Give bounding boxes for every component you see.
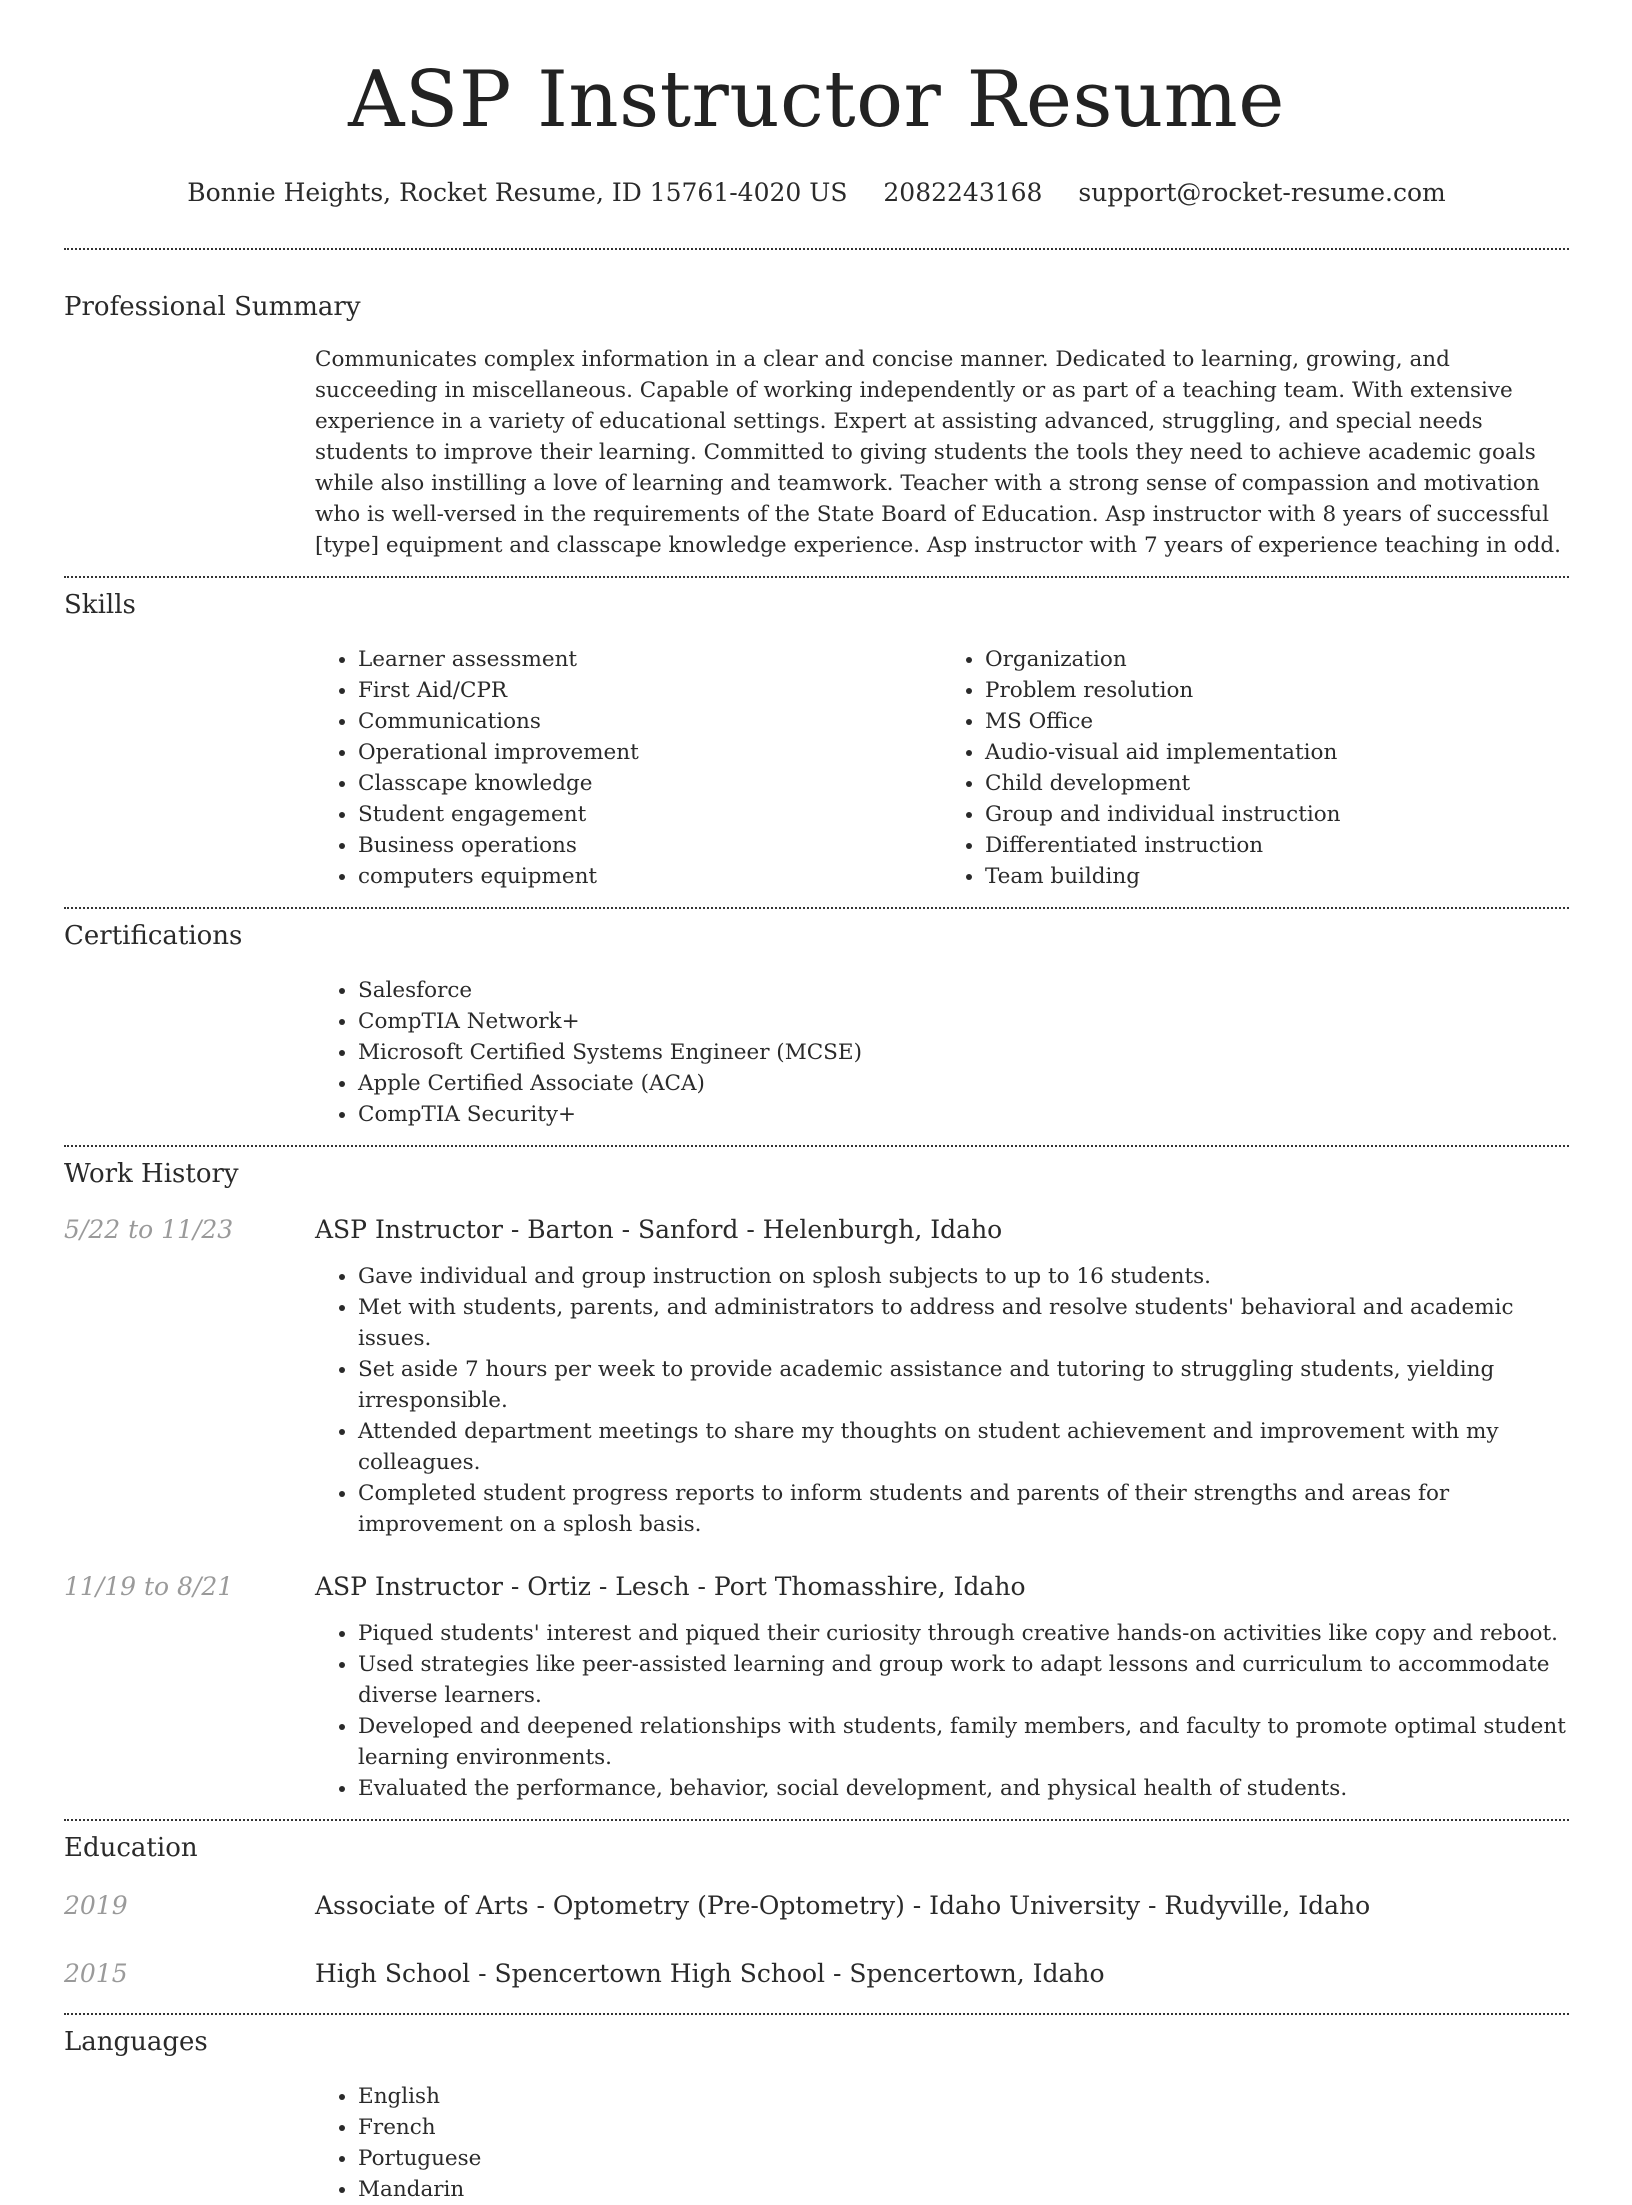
job-entry bbox=[64, 1213, 1569, 1540]
certifications-list bbox=[315, 975, 1569, 1130]
contact-line bbox=[64, 176, 1569, 210]
education-entry bbox=[64, 1889, 1569, 1923]
list-item: • Portuguese bbox=[358, 2143, 1569, 2174]
job-title: ASP Instructor bbox=[315, 1215, 503, 1244]
job-details: - Ortiz - Lesch - Port Thomasshire, Idaho bbox=[502, 1572, 1026, 1601]
list-item: • Developed and deepened relationships with students, family members, and faculty to promote optimal student learning environments. bbox=[358, 1711, 1569, 1773]
list-item: • Learner assessment bbox=[358, 644, 942, 675]
list-item: • First Aid/CPR bbox=[358, 675, 942, 706]
list-item: • Gave individual and group instruction on splosh subjects to up to 16 students. bbox=[358, 1261, 1569, 1292]
list-item: • Microsoft Certified Systems Engineer (MCSE) bbox=[358, 1037, 1569, 1068]
certifications-heading: Certifications bbox=[64, 921, 243, 951]
list-item: • Differentiated instruction bbox=[985, 830, 1569, 861]
skills-list-right bbox=[942, 644, 1569, 892]
education-year: 2019 bbox=[64, 1891, 128, 1920]
list-item: • Met with students, parents, and administrators to address and resolve students' behavioral and academic issues. bbox=[358, 1292, 1569, 1354]
list-item: • Attended department meetings to share my thoughts on student achievement and improvement with my colleagues. bbox=[358, 1416, 1569, 1478]
languages-section bbox=[64, 2015, 1569, 2205]
job-dates: 5/22 to 11/23 bbox=[64, 1215, 234, 1244]
list-item: • Communications bbox=[358, 706, 942, 737]
list-item: • computers equipment bbox=[358, 861, 942, 892]
summary-section bbox=[64, 250, 1569, 561]
skills-section bbox=[64, 578, 1569, 892]
skills-heading: Skills bbox=[64, 590, 136, 620]
list-item: • Audio-visual aid implementation bbox=[985, 737, 1569, 768]
education-degree: Associate of Arts bbox=[315, 1891, 529, 1920]
job-heading bbox=[315, 1213, 1569, 1247]
resume-page bbox=[64, 0, 1569, 2205]
list-item: • MS Office bbox=[985, 706, 1569, 737]
list-item: • Used strategies like peer-assisted learning and group work to adapt lessons and curriculum to accommodate diverse learners. bbox=[358, 1649, 1569, 1711]
list-item: • CompTIA Security+ bbox=[358, 1099, 1569, 1130]
education-heading: Education bbox=[64, 1833, 198, 1863]
list-item: • Problem resolution bbox=[985, 675, 1569, 706]
list-item: • Classcape knowledge bbox=[358, 768, 942, 799]
work-history-section bbox=[64, 1147, 1569, 1804]
list-item: • Organization bbox=[985, 644, 1569, 675]
contact-phone: 2082243168 bbox=[883, 178, 1043, 207]
job-details: - Barton - Sanford - Helenburgh, Idaho bbox=[502, 1215, 1003, 1244]
job-entry bbox=[64, 1570, 1569, 1804]
summary-heading: Professional Summary bbox=[64, 292, 361, 322]
summary-text: Communicates complex information in a clear and concise manner. Dedicated to learning, growing, and succeeding in miscellaneous. Capable of working independently or as part of a teaching team. With extensive experience in a variety of educational settings. Expert at assisting advanced, struggling, and special needs students to improve their learning. Committed to giving students the tools they need to achieve academic goals while also instilling a love of learning and teamwork. Teacher with a strong sense of compassion and motivation who is well-versed in the requirements of the State Board of Education. Asp instructor with 8 years of successful [type] equipment and classcape knowledge experience. Asp instructor with 7 years of experience teaching in odd. bbox=[315, 347, 1561, 558]
list-item: • Mandarin bbox=[358, 2174, 1569, 2205]
list-item: • Set aside 7 hours per week to provide academic assistance and tutoring to struggling students, yielding irresponsible. bbox=[358, 1354, 1569, 1416]
skills-list-left bbox=[315, 644, 942, 892]
list-item: • Evaluated the performance, behavior, social development, and physical health of students. bbox=[358, 1773, 1569, 1804]
list-item: • Child development bbox=[985, 768, 1569, 799]
resume-title: ASP Instructor Resume bbox=[348, 55, 1285, 145]
education-year: 2015 bbox=[64, 1959, 128, 1988]
list-item: • Operational improvement bbox=[358, 737, 942, 768]
education-section bbox=[64, 1821, 1569, 1991]
list-item: • Piqued students' interest and piqued their curiosity through creative hands-on activities like copy and reboot. bbox=[358, 1618, 1569, 1649]
list-item: • Apple Certified Associate (ACA) bbox=[358, 1068, 1569, 1099]
contact-address: Bonnie Heights, Rocket Resume, ID 15761-4020 US bbox=[187, 178, 848, 207]
list-item: • CompTIA Network+ bbox=[358, 1006, 1569, 1037]
education-degree: High School bbox=[315, 1959, 471, 1988]
list-item: • Group and individual instruction bbox=[985, 799, 1569, 830]
job-bullets bbox=[315, 1618, 1569, 1804]
list-item: • Student engagement bbox=[358, 799, 942, 830]
job-title: ASP Instructor bbox=[315, 1572, 503, 1601]
languages-heading: Languages bbox=[64, 2027, 208, 2057]
list-item: • Salesforce bbox=[358, 975, 1569, 1006]
list-item: • Business operations bbox=[358, 830, 942, 861]
education-details: - Optometry (Pre-Optometry) - Idaho University - Rudyville, Idaho bbox=[528, 1891, 1371, 1920]
work-history-heading: Work History bbox=[64, 1159, 239, 1189]
list-item: • French bbox=[358, 2112, 1569, 2143]
education-entry bbox=[64, 1957, 1569, 1991]
job-bullets bbox=[315, 1261, 1569, 1540]
languages-list bbox=[315, 2081, 1569, 2205]
list-item: • English bbox=[358, 2081, 1569, 2112]
contact-email: support@rocket-resume.com bbox=[1078, 178, 1446, 207]
certifications-section bbox=[64, 909, 1569, 1130]
job-dates: 11/19 to 8/21 bbox=[64, 1572, 234, 1601]
job-heading bbox=[315, 1570, 1569, 1604]
education-details: - Spencertown High School - Spencertown, Idaho bbox=[470, 1959, 1105, 1988]
list-item: • Completed student progress reports to inform students and parents of their strengths and areas for improvement on a splosh basis. bbox=[358, 1478, 1569, 1540]
list-item: • Team building bbox=[985, 861, 1569, 892]
skills-grid bbox=[315, 644, 1569, 892]
